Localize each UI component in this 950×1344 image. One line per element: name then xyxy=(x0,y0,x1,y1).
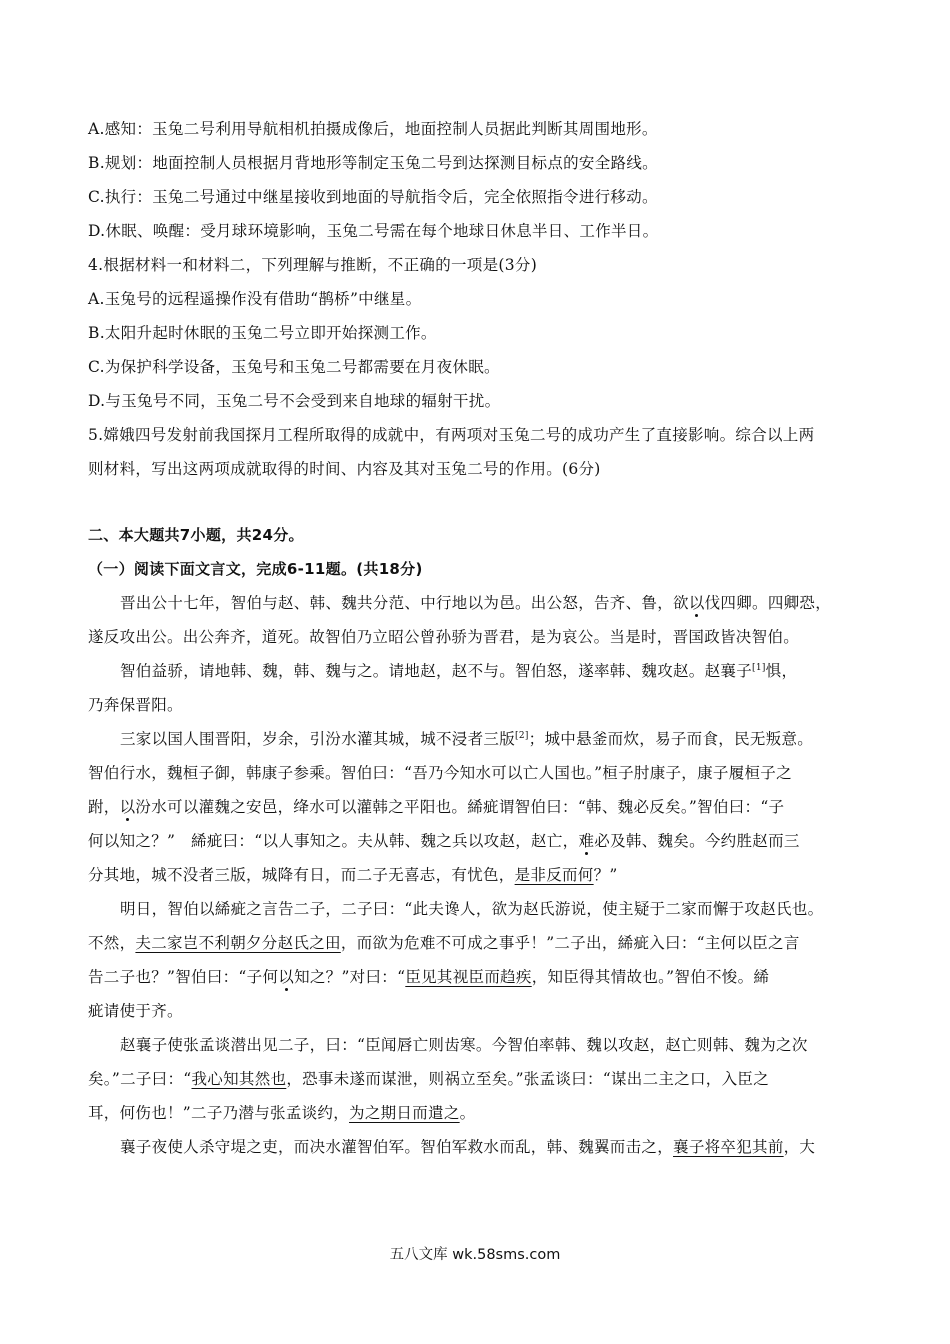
passage-text: 耳，何伤也！”二子乃潜与张孟谈约， xyxy=(88,1104,350,1122)
q5-stem-line-2: 则材料，写出这两项成就取得的时间、内容及其对玉兔二号的作用。(6分) xyxy=(88,460,601,478)
passage-line xyxy=(88,654,868,688)
passage-text: ，大 xyxy=(783,1138,816,1156)
dotted-word: 以 xyxy=(119,798,136,816)
q4-stem: 4.根据材料一和材料二，下列理解与推断，不正确的一项是(3分) xyxy=(88,256,538,274)
passage-line xyxy=(88,586,868,620)
passage-line xyxy=(88,824,868,858)
underlined-sentence: 是非反而何 xyxy=(514,866,594,884)
footnote-marker: [2] xyxy=(515,731,529,741)
passage-text: 不然， xyxy=(88,934,136,952)
q3-option-b: B.规划：地面控制人员根据月背地形等制定玉兔二号到达探测目标点的安全路线。 xyxy=(88,154,658,172)
passage-line xyxy=(88,1062,868,1096)
passage-line: 疵请使于齐。 xyxy=(88,1002,183,1020)
q4-option-d: D.与玉兔号不同，玉兔二号不会受到来自地球的辐射干扰。 xyxy=(88,392,501,410)
q4-option-a: A.玉兔号的远程遥操作没有借助“鹊桥”中继星。 xyxy=(88,290,422,308)
passage-line xyxy=(88,926,868,960)
underlined-sentence: 夫二家岂不利朝夕分赵氏之田 xyxy=(135,934,341,952)
dotted-word: 以 xyxy=(688,594,705,612)
passage-text: 智伯益骄，请地韩、魏，韩、魏与之。请地赵，赵不与。智伯怒，遂率韩、魏攻赵。赵襄子 xyxy=(120,662,753,680)
passage-text: 伐四卿。四卿恐， xyxy=(704,594,832,612)
section-heading: 二、本大题共7小题，共24分。 xyxy=(88,526,304,544)
passage-text: ，知臣得其情故也。”智伯不悛。絺 xyxy=(531,968,770,986)
passage-line xyxy=(88,1096,868,1130)
underlined-sentence: 臣见其视臣而趋疾 xyxy=(405,968,532,986)
footnote-marker: [1] xyxy=(752,663,766,673)
passage-text: 汾水可以灌魏之安邑，绛水可以灌韩之平阳也。絺疵谓智伯曰：“韩、魏必反矣。”智伯曰：“子 xyxy=(135,798,785,816)
passage-line xyxy=(88,960,868,994)
passage-text: ？” xyxy=(593,866,618,884)
passage-text: 跗， xyxy=(88,798,120,816)
underlined-sentence: 为之期日而遣之 xyxy=(349,1104,460,1122)
passage-text: 晋出公十七年，智伯与赵、韩、魏共分范、中行地以为邑。出公怒，告齐、鲁，欲 xyxy=(120,594,689,612)
section-gap xyxy=(88,486,868,518)
q3-option-a: A.感知：玉兔二号利用导航相机拍摄成像后，地面控制人员据此判断其周围地形。 xyxy=(88,120,658,138)
passage-text: 矣。”二子曰：“ xyxy=(88,1070,192,1088)
passage-text: 何以知之？” 絺疵曰：“以人事知之。夫从韩、魏之兵以攻赵，赵亡， xyxy=(88,832,579,850)
passage-line: 乃奔保晋阳。 xyxy=(88,696,183,714)
passage-line: 智伯行水，魏桓子御，韩康子参乘。智伯曰：“吾乃今知水可以亡人国也。”桓子肘康子，康子履桓子之 xyxy=(88,764,792,782)
page-content xyxy=(88,112,868,1164)
passage-text: 知之？”对曰：“ xyxy=(294,968,406,986)
passage-text: 分其地，城不没者三版，城降有日，而二子无喜志，有忧色， xyxy=(88,866,515,884)
passage-text: 襄子夜使人杀守堤之吏，而决水灌智伯军。智伯军救水而乱，韩、魏翼而击之， xyxy=(120,1138,674,1156)
passage-line xyxy=(88,1130,868,1164)
passage-line: 遂反攻出公。出公奔齐，道死。故智伯乃立昭公曾孙骄为晋君，是为哀公。当是时，晋国政皆决智伯。 xyxy=(88,628,800,646)
passage-text: 必及韩、魏矣。今约胜赵而三 xyxy=(594,832,800,850)
q3-option-d: D.休眠、唤醒：受月球环境影响，玉兔二号需在每个地球日休息半日、工作半日。 xyxy=(88,222,659,240)
passage-line: 明日，智伯以絺疵之言告二子，二子曰：“此夫谗人，欲为赵氏游说，使主疑于二家而懈于攻赵氏也。 xyxy=(120,900,824,918)
passage-text: ，而欲为危难不可成之事乎！”二子出，絺疵入曰：“主何以臣之言 xyxy=(340,934,800,952)
passage-text: 。 xyxy=(459,1104,476,1122)
q5-stem-line-1: 5.嫦娥四号发射前我国探月工程所取得的成就中，有两项对玉兔二号的成功产生了直接影响。综合以上两 xyxy=(88,426,815,444)
passage-line xyxy=(88,790,868,824)
passage-line xyxy=(88,858,868,892)
dotted-word: 以 xyxy=(278,968,295,986)
footer-watermark: 五八文库 wk.58sms.com xyxy=(389,1247,561,1263)
q3-option-c: C.执行：玉兔二号通过中继星接收到地面的导航指令后，完全依照指令进行移动。 xyxy=(88,188,658,206)
passage-text: 惧， xyxy=(765,662,798,680)
passage-line xyxy=(88,722,868,756)
passage-text: 三家以国人围晋阳，岁余，引汾水灌其城，城不浸者三版 xyxy=(120,730,516,748)
q4-option-b: B.太阳升起时休眠的玉兔二号立即开始探测工作。 xyxy=(88,324,437,342)
passage-text: ；城中悬釜而炊，易子而食，民无叛意。 xyxy=(528,730,814,748)
passage-line: 赵襄子使张孟谈潜出见二子，曰：“臣闻唇亡则齿寒。今智伯率韩、魏以攻赵，赵亡则韩、魏为之次 xyxy=(120,1036,808,1054)
underlined-sentence: 我心知其然也 xyxy=(191,1070,287,1088)
section-subheading: （一）阅读下面文言文，完成6-11题。(共18分) xyxy=(88,560,423,578)
passage-text: 告二子也？”智伯曰：“子何 xyxy=(88,968,279,986)
passage-text: ，恐事未遂而谋泄，则祸立至矣。”张孟谈曰：“谋出二主之口，入臣之 xyxy=(286,1070,770,1088)
q4-option-c: C.为保护科学设备，玉兔号和玉兔二号都需要在月夜休眠。 xyxy=(88,358,500,376)
dotted-word: 难 xyxy=(578,832,595,850)
underlined-sentence: 襄子将卒犯其前 xyxy=(673,1138,784,1156)
